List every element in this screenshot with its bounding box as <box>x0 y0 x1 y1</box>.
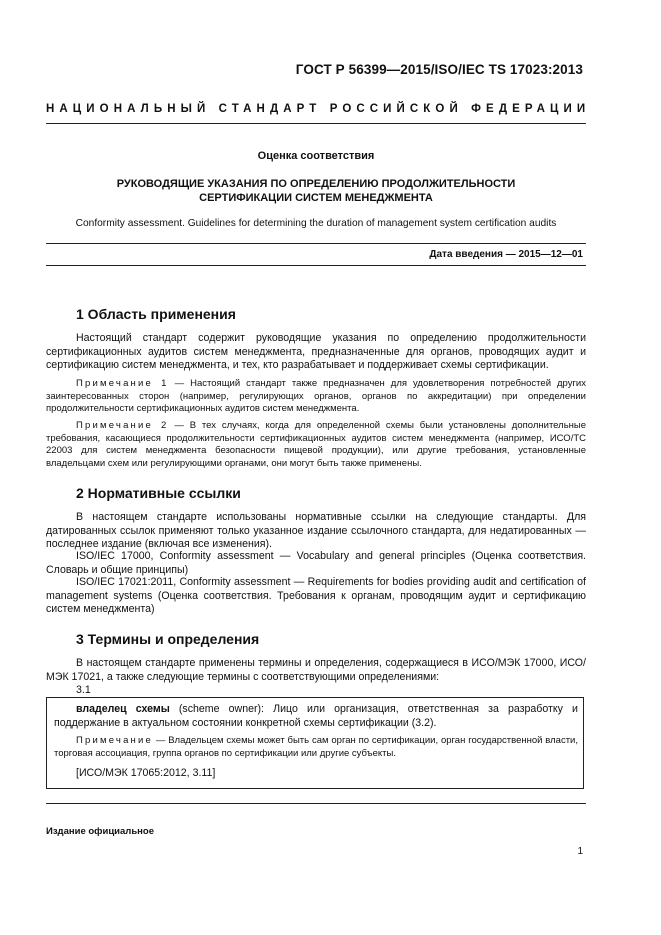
national-standard-heading: НАЦИОНАЛЬНЫЙ СТАНДАРТ РОССИЙСКОЙ ФЕДЕРАЦИИ <box>46 103 591 115</box>
introduction-date: Дата введения — 2015—12—01 <box>429 249 583 260</box>
section-2-heading: 2 Нормативные ссылки <box>76 485 241 501</box>
normative-reference-2: ISO/IEC 17021:2011, Conformity assessment — Requirements for bodies providing audit and certification of management systems (Оценка соответствия. Требования к органам, проводящим аудит и сертификацию систем менеджмента) <box>46 576 586 615</box>
section-2-paragraph: В настоящем стандарте использованы нормативные ссылки на следующие стандарты. Для датированных ссылок применяют только указанное издание ссылочного стандарта, для недатированных — последнее издание (включая все изменения). <box>46 511 586 550</box>
section-1-paragraph: Настоящий стандарт содержит руководящие указания по определению продолжительности сертификационных аудитов систем менеджмента, предназначенные для органов, проводящих аудит и сертификацию систем менеджмента, и тех, кто разрабатывает и поддерживает схемы сертификации. <box>46 332 586 371</box>
standard-title-line2: СЕРТИФИКАЦИИ СИСТЕМ МЕНЕДЖМЕНТА <box>199 192 433 204</box>
normative-reference-1: ISO/IEC 17000, Conformity assessment — Vocabulary and general principles (Оценка соответствия. Словарь и общие принципы) <box>46 550 586 576</box>
section-1-heading: 1 Область применения <box>76 306 236 322</box>
standard-title <box>46 177 586 205</box>
page-number: 1 <box>577 846 583 857</box>
document-code: ГОСТ Р 56399—2015/ISO/IEC TS 17023:2013 <box>295 62 583 77</box>
term-number: 3.1 <box>76 684 91 696</box>
term-definition: владелец схемы (scheme owner): Лицо или организация, ответственная за разработку и поддержание в актуальном состоянии конкретной схемы сертификации (3.2). <box>54 703 578 729</box>
term-note: Примечание — Владельцем схемы может быть сам орган по сертификации, орган государственной власти, торговая ассоциация, группа органов по сертификации или другие субъекты. <box>54 735 578 759</box>
header-divider <box>46 123 586 124</box>
section-3-heading: 3 Термины и определения <box>76 631 260 647</box>
title-divider <box>46 243 586 244</box>
term-source: [ИСО/МЭК 17065:2012, 3.11] <box>76 767 216 779</box>
standard-subject: Оценка соответствия <box>257 150 375 162</box>
date-divider <box>46 265 586 266</box>
footer-divider <box>46 803 586 804</box>
section-1-note-1: Примечание 1 — Настоящий стандарт также предназначен для удовлетворения потребностей других заинтересованных сторон (например, регулирующих органов, органов по аккредитации) при определении продолжительности сертификационных аудитов систем менеджмента. <box>46 378 586 414</box>
standard-title-line1: РУКОВОДЯЩИЕ УКАЗАНИЯ ПО ОПРЕДЕЛЕНИЮ ПРОДОЛЖИТЕЛЬНОСТИ <box>116 178 516 190</box>
term-name: владелец схемы <box>76 703 170 715</box>
english-title: Conformity assessment. Guidelines for determining the duration of management system certification audits <box>75 218 557 229</box>
official-edition-label: Издание официальное <box>46 826 154 837</box>
section-1-note-2: Примечание 2 — В тех случаях, когда для определенной схемы были установлены дополнительные требования, касающиеся продолжительности сертификационных аудитов систем менеджмента (например, ИСО/ТС 22003 для систем менеджмента безопасности пищевой продукции), или другие требования, установленные владельцами схем или регулирующими органами, они могут быть также применены. <box>46 420 587 469</box>
section-3-paragraph: В настоящем стандарте применены термины и определения, содержащиеся в ИСО/МЭК 17000, ИСО/МЭК 17021, а также следующие термины с соответствующими определениями: <box>46 657 586 683</box>
